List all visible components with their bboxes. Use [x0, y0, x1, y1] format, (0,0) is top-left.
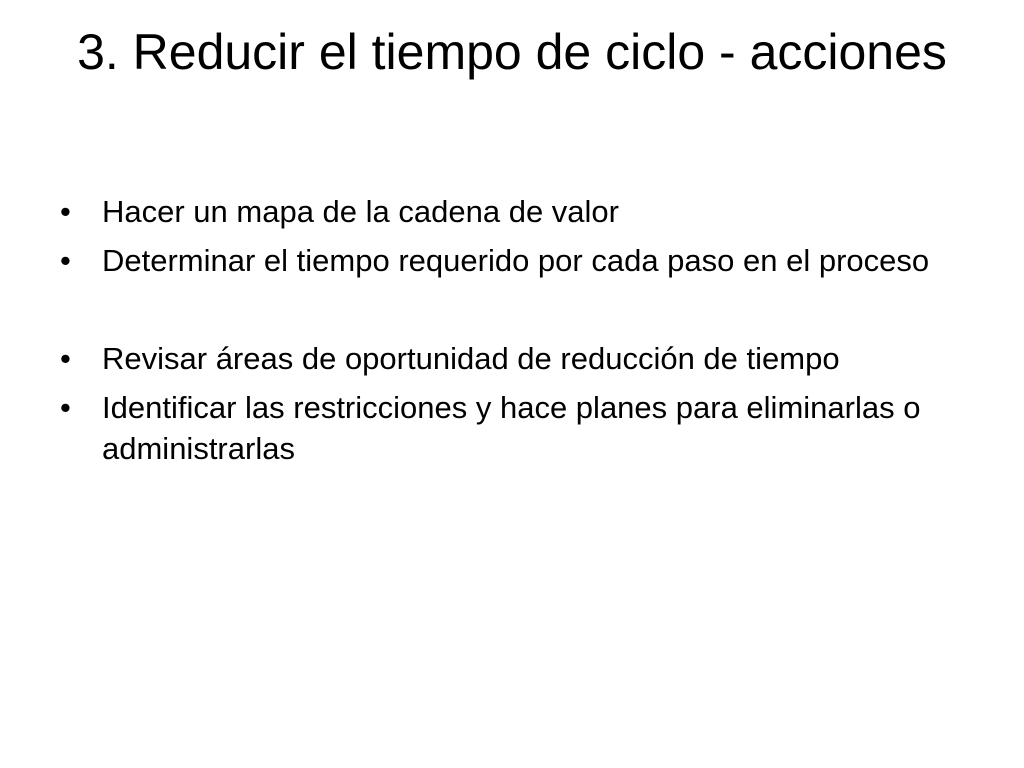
bullet-icon: • — [60, 390, 71, 425]
bullet-icon: • — [60, 243, 71, 278]
bullet-text: Determinar el tiempo requerido por cada paso en el proceso — [102, 243, 930, 278]
bullet-item — [60, 338, 960, 379]
bullet-item — [60, 191, 960, 232]
bullet-text: Identificar las restricciones y hace planes para eliminarlas o administrarlas — [102, 390, 921, 466]
bullet-list — [60, 191, 960, 477]
bullet-text: Revisar áreas de oportunidad de reducción de tiempo — [102, 341, 840, 376]
bullet-item — [60, 240, 960, 281]
slide-title: 3. Reducir el tiempo de ciclo - acciones — [77, 24, 947, 80]
bullet-icon: • — [60, 341, 71, 376]
bullet-text: Hacer un mapa de la cadena de valor — [102, 194, 619, 229]
bullet-item — [60, 387, 960, 469]
bullet-icon: • — [60, 194, 71, 229]
